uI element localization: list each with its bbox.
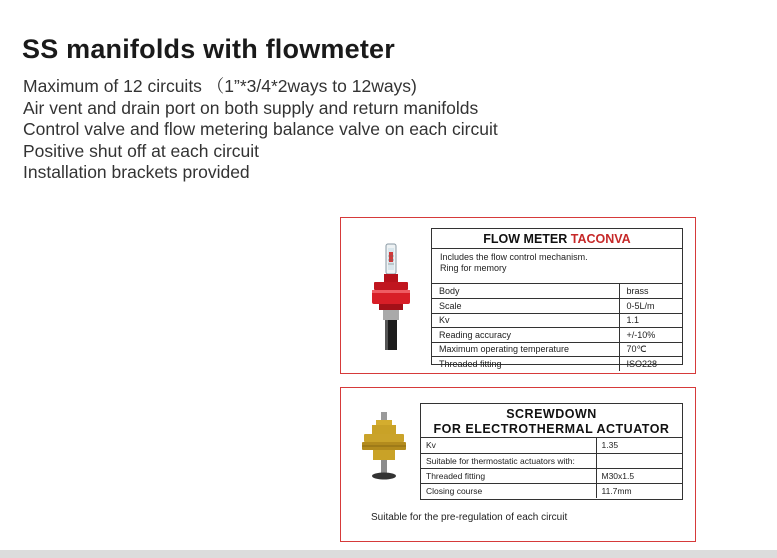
spec-value: M30x1.5 (596, 468, 682, 483)
spec-label: Kv (421, 438, 596, 453)
spec-value: ISO228 (619, 357, 682, 372)
feature-item: Installation brackets provided (23, 162, 250, 182)
spec-label: Reading accuracy (432, 328, 619, 343)
feature-item: Air vent and drain port on both supply and return manifolds (23, 97, 479, 118)
spec-label: Scale (432, 299, 619, 314)
spec-value: 1.1 (619, 313, 682, 328)
spec-label: Threaded fitting (439, 359, 502, 369)
screwdown-spec-rows (421, 438, 682, 498)
spec-value (596, 453, 682, 468)
screwdown-panel (340, 387, 696, 542)
spec-label: Suitable for thermostatic actuators with: (421, 453, 596, 468)
spec-value: +/-10% (619, 328, 682, 343)
screwdown-valve-image (359, 410, 409, 488)
feature-item: Control valve and flow metering balance valve on each circuit (23, 119, 498, 139)
table-row (421, 468, 682, 483)
description-line: Ring for memory (440, 263, 507, 273)
flowmeter-description (432, 249, 682, 284)
table-row (432, 284, 682, 299)
spec-value: 1.35 (596, 438, 682, 453)
table-row (432, 299, 682, 314)
feature-item: Positive shut off at each circuit (23, 140, 260, 161)
spec-value: 70℃ (619, 342, 682, 357)
table-row (432, 357, 682, 372)
feature-item: Maximum of 12 circuits （1”*3/4*2ways to 12ways) (23, 76, 417, 96)
screwdown-note: Suitable for the pre-regulation of each circuit (371, 512, 568, 523)
screwdown-spec-table (420, 403, 683, 500)
spec-value: 0-5L/m (619, 299, 682, 314)
table-row (432, 328, 682, 343)
page-title: SS manifolds with flowmeter (22, 34, 395, 64)
flowmeter-title-prefix: FLOW METER (483, 232, 568, 246)
table-row (421, 483, 682, 498)
spec-value: 11.7mm (596, 483, 682, 498)
spec-label: Closing course (426, 485, 483, 496)
screwdown-title-line: FOR ELECTROTHERMAL ACTUATOR (433, 421, 670, 436)
spec-label: Body (432, 284, 619, 299)
spec-label: Maximum operating temperature (432, 342, 619, 357)
flowmeter-brand-name: TACONVA (570, 232, 631, 246)
table-row (421, 438, 682, 453)
flowmeter-panel (340, 217, 696, 374)
table-row (421, 453, 682, 468)
spec-label: Kv (432, 313, 619, 328)
description-line: Includes the flow control mechanism. (440, 252, 588, 262)
table-row (432, 342, 682, 357)
flowmeter-image (369, 242, 413, 356)
screwdown-title-line: SCREWDOWN (506, 407, 597, 421)
bottom-bar (0, 550, 777, 558)
feature-list (23, 76, 498, 184)
screwdown-spec-title (421, 404, 682, 438)
spec-value: brass (619, 284, 682, 299)
flowmeter-spec-rows (432, 284, 682, 371)
spec-label: Threaded fitting (421, 468, 596, 483)
flowmeter-spec-title (432, 229, 682, 249)
table-row (432, 313, 682, 328)
flowmeter-spec-table (431, 228, 683, 369)
